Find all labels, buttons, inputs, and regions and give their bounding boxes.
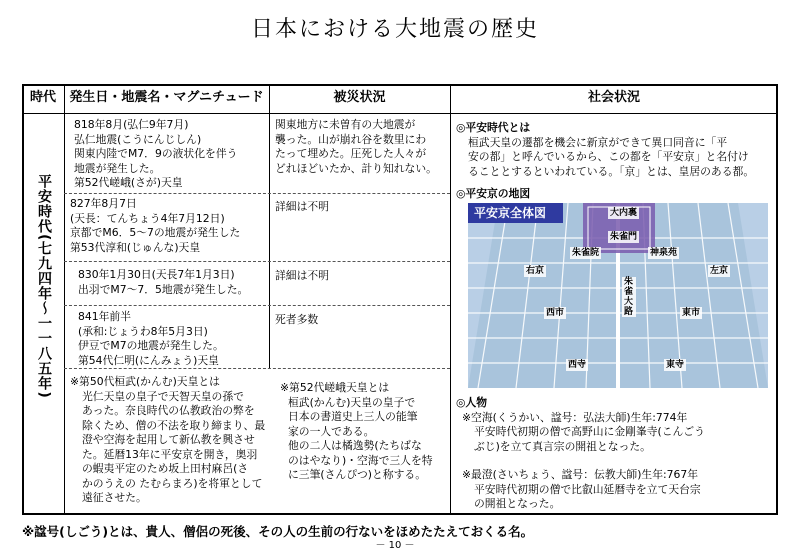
col-divider-1	[64, 84, 65, 514]
quake-2-line: 第53代淳和(じゅんな)天皇	[70, 240, 201, 254]
row-divider-4	[64, 368, 450, 369]
quake-1-line: 818年8月(弘仁9年7月)	[74, 118, 189, 131]
header-date-name-magnitude: 発生日・地震名・マグニチュード	[69, 90, 264, 105]
heian-kyo-map	[468, 203, 768, 388]
header-divider	[22, 113, 778, 114]
damage-line: 詳細は不明	[275, 200, 329, 213]
map-label-sakyo: 左京	[710, 266, 729, 276]
note-line: 日本の書道史上三人の能筆	[288, 410, 418, 423]
note-line: 桓武(かんむ)天皇の皇子で	[288, 395, 416, 409]
quake-1-line: 第52代嵯峨(さが)天皇	[74, 176, 183, 189]
kukai-line: ぶじ)を立て真言宗の開祖となった。	[474, 439, 651, 453]
quake-2-line: (天長：てんちょう4年7月12日)	[70, 211, 225, 225]
map-title: 平安京全体図	[474, 206, 547, 220]
header-damage: 被災状況	[333, 90, 386, 105]
quake-3-line: 830年1月30日(天長7年1月3日)	[78, 268, 235, 281]
map-label-toji: 東寺	[666, 360, 685, 370]
damage-line: 襲った。山が崩れ谷を数里にわ	[275, 132, 427, 146]
note-line: の蝦夷平定のため坂上田村麻呂(さ	[82, 462, 249, 475]
map-label-ukyo: 右京	[526, 266, 545, 276]
row-divider-1	[64, 193, 450, 194]
page-title: 日本における大地震の歴史	[250, 17, 539, 42]
era-label: 平安時代(七九四年～一一八五年)	[36, 174, 52, 399]
damage-line: どれほどいたか、計り知れない。	[275, 161, 437, 175]
society-heian	[456, 121, 776, 179]
header-era: 時代	[29, 90, 56, 105]
quake-3-line: 出羽でM7～7．5地震が発生した。	[78, 282, 249, 296]
heian-line: 桓武天皇の遷都を機会に新京ができて異口同音に「平	[468, 135, 728, 149]
note-line: 家の一人である。	[288, 424, 375, 438]
quake-3-damage	[275, 269, 450, 284]
heian-line: ることとするといわれている。「京」とは、皇居のある都。	[468, 164, 755, 178]
page-number: － 10 －	[375, 540, 415, 551]
earthquake-history-table	[22, 84, 778, 514]
note-line: ※第50代桓武(かんむ)天皇とは	[70, 375, 220, 388]
quake-1-line: 地震が発生した。	[74, 161, 161, 175]
map-label-shinsenen: 神泉苑	[650, 248, 678, 258]
people-heading: ◎人物	[456, 396, 488, 409]
note-line: あった。奈良時代の仏教政治の弊を	[82, 404, 255, 417]
quake-1-info	[74, 118, 269, 191]
table-bottom-border	[22, 513, 778, 515]
note-line: 他の二人は橘逸勢(たちばな	[288, 439, 422, 452]
quake-2-line: 827年8月7日	[70, 197, 137, 210]
quake-4-line: (承和:じょうわ8年5月3日)	[78, 324, 208, 338]
map-label-suzaku-oji: 朱雀大路	[622, 277, 636, 317]
kukai-line: 平安時代初期の僧で高野山に金剛峯寺(こんごう	[474, 425, 705, 438]
note-line: ※第52代嵯峨天皇とは	[280, 381, 390, 394]
quake-3-info	[78, 268, 269, 297]
quake-2-damage	[275, 200, 450, 215]
header-society: 社会状況	[587, 90, 640, 105]
col-divider-2	[269, 84, 270, 368]
col-divider-3	[450, 84, 451, 514]
quake-4-line: 841年前半	[78, 310, 131, 323]
note-line: た。延暦13年に平安京を開き，奥羽	[82, 447, 258, 461]
note-line: に三筆(さんぴつ)と称する。	[288, 468, 426, 481]
quake-1-line: 関東内陸でM7．9の液状化を伴う	[74, 147, 238, 160]
quake-1-damage	[275, 118, 450, 176]
quake-4-damage	[275, 313, 450, 328]
quake-1-line: 弘仁地震(こうにんじしん)	[74, 132, 202, 146]
damage-line: たって埋めた。圧死した人々が	[275, 147, 427, 160]
map-label-saiichi: 西市	[546, 308, 565, 318]
note-line: のはやなり)・空海で三人を特	[288, 453, 433, 467]
quake-4-line: 第54代仁明(にんみょう)天皇	[78, 353, 219, 367]
map-label-saiji: 西寺	[568, 360, 587, 370]
kukai-line: ※空海(くうかい、諡号：弘法大師)生年:774年	[462, 410, 688, 424]
note-line: 光仁天皇の皇子で天智天皇の孫で	[82, 389, 244, 403]
note-line: 澄や空海を起用して新仏教を興させ	[82, 433, 255, 446]
saicho-line: 平安時代初期の僧で比叡山延暦寺を立て天台宗	[474, 482, 701, 496]
map-label-toichi: 東市	[682, 308, 701, 318]
footnote: ※諡号(しごう)とは、貴人、僧侶の死後、その人の生前の行ないをほめたたえておくる名。	[22, 524, 534, 539]
heian-heading: ◎平安時代とは	[456, 121, 531, 134]
note-line: 除くため、僧の不法を取り締まり、最	[82, 418, 266, 432]
note-saga	[280, 381, 450, 483]
quake-2-info	[70, 197, 269, 255]
map-heading: ◎平安京の地図	[456, 187, 531, 200]
map-label-suzakumon: 朱雀門	[610, 232, 638, 242]
quake-4-line: 伊豆でM7の地震が発生した。	[78, 339, 224, 352]
map-label-daidairi: 大内裏	[610, 208, 638, 218]
map-label-suzakuin: 朱雀院	[572, 248, 600, 258]
quake-4-info	[78, 310, 269, 368]
note-line: かのうえの たむらまろ)を将軍として	[82, 476, 263, 490]
saicho-line: の開祖となった。	[474, 497, 561, 510]
note-kanmu	[70, 375, 280, 506]
damage-line: 関東地方に未曽有の大地震が	[275, 118, 416, 131]
heian-line: 安の都」と呼んでいるから、この都を「平安京」と名付け	[468, 150, 749, 163]
society-people	[456, 396, 776, 512]
row-divider-3	[64, 305, 450, 306]
damage-line: 詳細は不明	[275, 269, 329, 282]
quake-2-line: 京都でM6．5～7の地震が発生した	[70, 226, 241, 239]
saicho-line: ※最澄(さいちょう、諡号：伝教大師)生年:767年	[462, 468, 699, 481]
row-divider-2	[64, 261, 450, 262]
table-right-border	[776, 84, 778, 515]
note-line: 遠征させた。	[82, 491, 147, 504]
damage-line: 死者多数	[275, 313, 319, 326]
